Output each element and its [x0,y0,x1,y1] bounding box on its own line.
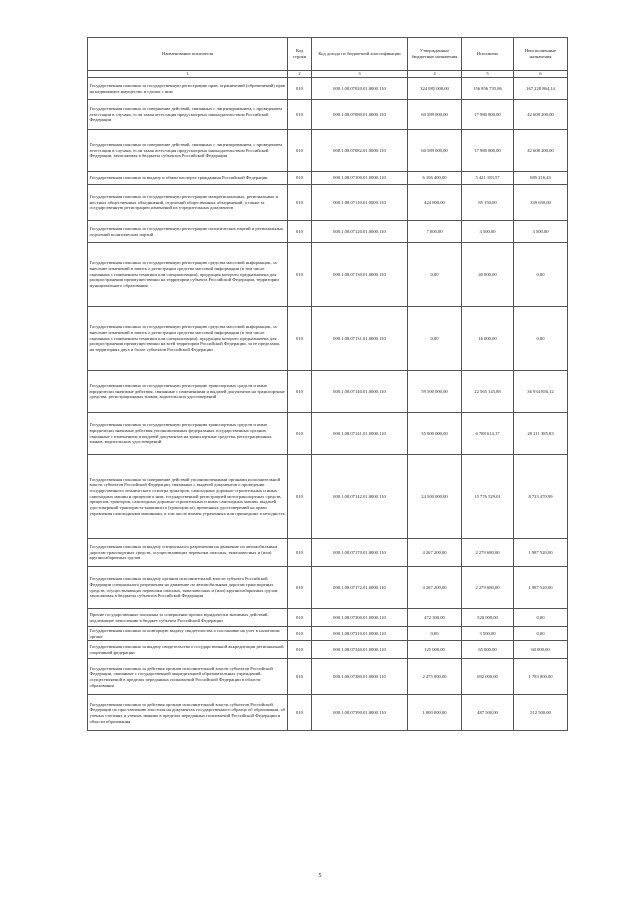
row-approved-amount: 60 589 000,00 [408,130,462,172]
row-approved-amount: 0,00 [408,243,462,307]
row-unexecuted-amount: 512 500,00 [514,695,568,731]
row-income-code: 000.1.08.07142.01.0000.110 [312,455,408,539]
table-row [88,695,568,731]
table-row [88,455,568,539]
row-name: Государственная пошлина за действия органов исполнительной власти субъектов Российской Федерации по проставлению апостиля на документах государственного образца об образовании, об ученых степенях и ученых званиях в пределах переданных полномочий Российской Федерации в области образования [88,695,288,731]
row-line-code: 010 [288,413,312,455]
row-income-code: 000.1.08.07340.01.0000.110 [312,641,408,659]
row-line-code: 010 [288,78,312,100]
row-executed-amount: 487 500,00 [462,695,514,731]
row-line-code: 010 [288,627,312,641]
row-line-code: 010 [288,221,312,243]
row-income-code: 000.1.08.07130.01.0000.110 [312,243,408,307]
row-executed-amount: 17 980 800,00 [462,100,514,130]
table-row [88,567,568,609]
table-row [88,641,568,659]
row-income-code: 000.1.08.07100.01.0000.110 [312,172,408,185]
row-unexecuted-amount: 60 000,00 [514,641,568,659]
row-executed-amount: 3 500,00 [462,221,514,243]
row-unexecuted-amount: 1 783 000,00 [514,659,568,695]
row-unexecuted-amount: 0,00 [514,307,568,371]
row-name: Государственная пошлина за государственную регистрацию межрегиональных, региональных и местных общественных объединений, отделений общественных объединений, а также за государственную регистрацию изменений их учредительных документов [88,185,288,221]
row-approved-amount: 125 000,00 [408,641,462,659]
row-unexecuted-amount: 8 723 470,99 [514,455,568,539]
row-executed-amount: 15 776 529,01 [462,455,514,539]
row-executed-amount: 2 279 680,00 [462,567,514,609]
row-name: Государственная пошлина за государственную регистрацию транспортных средств и иные юридически значимые действия уполномоченных федеральных государственных органов, связанные с изменением и выдачей документов на транспортные средства, регистрационных знаков, водительских удостоверений [88,413,288,455]
row-income-code: 000.1.08.07390.01.0000.110 [312,695,408,731]
row-name: Государственная пошлина за государственную регистрацию прав, ограничений (обременений) прав на недвижимое имущество и сделок с ним [88,78,288,100]
revenue-table [87,37,568,731]
row-line-code: 010 [288,100,312,130]
row-approved-amount: 2 475 000,00 [408,659,462,695]
row-approved-amount: 59 500 000,00 [408,371,462,413]
header-name: Наименование показателя [88,38,288,71]
row-approved-amount: 24 500 000,00 [408,455,462,539]
row-unexecuted-amount: 0,00 [514,627,568,641]
row-line-code: 010 [288,659,312,695]
row-name: Государственная пошлина за повторную выдачу свидетельства о постановке на учет в налоговом органе [88,627,288,641]
column-number: 1 [88,71,288,78]
row-executed-amount: 16 000,00 [462,307,514,371]
table-row [88,371,568,413]
row-income-code: 000.1.08.07380.01.0000.110 [312,659,408,695]
row-executed-amount: 692 000,00 [462,659,514,695]
table-row [88,100,568,130]
row-unexecuted-amount: 28 211 385,83 [514,413,568,455]
header-line-code: Код строки [288,38,312,71]
row-name: Государственная пошлина за государственную регистрацию транспортных средств и иные юридически значимые действия, связанные с изменениями и выдачей документов на транспортные средства, регистрационных знаков, водительских удостоверений [88,371,288,413]
row-income-code: 000.1.08.07140.01.0000.110 [312,371,408,413]
row-income-code: 000.1.08.07170.01.0000.110 [312,539,408,567]
row-unexecuted-amount: 3 500,00 [514,221,568,243]
table-row [88,659,568,695]
row-name: Государственная пошлина за совершение действий уполномоченными органами исполнительной власти субъектов Российской Федерации, связанных с выдачей документов о проведении государственного технического осмотра тракторов, самоходных дорожно-строительных и иных самоходных машин и прицепов к ним, государственной регистрацией мототранспортных средств, прицепов, тракторов, самоходных дорожно-строительных и иных самоходных машин, выдачей удостоверений тракториста-машиниста (тракториста), временных удостоверений на право управления самоходными машинами, в том числе взамен утраченных или пришедших в негодность [88,455,288,539]
header-unexecuted: Неисполненные назначения [514,38,568,71]
row-name: Государственная пошлина за совершение действий, связанных с лицензированием, с проведением аттестации в случаях, если такая аттестация предусмотрена законодательством Российской Федерации [88,100,288,130]
row-income-code: 000.1.08.07110.01.0000.110 [312,185,408,221]
row-income-code: 000.1.08.07020.01.0000.110 [312,78,408,100]
row-line-code: 010 [288,185,312,221]
column-number: 4 [408,71,462,78]
row-income-code: 000.1.08.07310.01.0000.110 [312,627,408,641]
row-name: Прочие государственные пошлины за совершение прочих юридически значимых действий, подлежащие зачислению в бюджет субъекта Российской Федерации [88,609,288,627]
row-approved-amount: 7 000,00 [408,221,462,243]
row-line-code: 010 [288,172,312,185]
table-row [88,627,568,641]
row-approved-amount: 472 300,00 [408,609,462,627]
row-line-code: 010 [288,539,312,567]
row-income-code: 000.1.08.07080.01.0000.110 [312,100,408,130]
row-approved-amount: 424 800,00 [408,185,462,221]
row-unexecuted-amount: 0,00 [514,243,568,307]
row-line-code: 010 [288,641,312,659]
row-line-code: 010 [288,130,312,172]
row-unexecuted-amount: 1 987 520,00 [514,539,568,567]
row-approved-amount: 324 085 000,00 [408,78,462,100]
row-name: Государственная пошлина за государственную регистрацию средства массовой информации, за внесение изменений в запись о регистрации средства массовой информации (в том числе связанных с изменением тематики или специализации), продукция которого предназначена для распространения преимущественно на всей территории Российской Федерации, за ее пределами, на территориях двух и более субъектов Российской Федерации [88,307,288,371]
table-row [88,413,568,455]
table-row [88,172,568,185]
row-unexecuted-amount: 1 987 520,00 [514,567,568,609]
row-unexecuted-amount: 42 608 200,00 [514,130,568,172]
row-income-code: 000.1.08.07131.01.0000.110 [312,307,408,371]
row-unexecuted-amount: 167 228 864,14 [514,78,568,100]
row-executed-amount: 3 500,00 [462,627,514,641]
row-unexecuted-amount: 0,00 [514,609,568,627]
row-approved-amount: 6 106 400,00 [408,172,462,185]
row-approved-amount: 4 267 200,00 [408,539,462,567]
table-row [88,243,568,307]
row-executed-amount: 85 150,00 [462,185,514,221]
row-name: Государственная пошлина за совершение действий, связанных с лицензированием, с проведением аттестации в случаях, если такая аттестация предусмотрена законодательством Российской Федерации, зачисляемая в бюджеты субъектов Российской Федерации [88,130,288,172]
row-executed-amount: 40 000,00 [462,243,514,307]
row-name: Государственная пошлина за государственную регистрацию политических партий и региональных отделений политических партий [88,221,288,243]
row-approved-amount: 4 267 200,00 [408,567,462,609]
row-approved-amount: 35 000 000,00 [408,413,462,455]
table-header-row [88,38,568,71]
row-line-code: 010 [288,243,312,307]
row-executed-amount: 65 000,00 [462,641,514,659]
row-name: Государственная пошлина за государственную регистрацию средства массовой информации, за внесение изменений в запись о регистрации средства массовой информации (в том числе связанных с изменением тематики или специализации), продукция которого предназначена для распространения преимущественно на территории субъекта Российской Федерации, территории муниципального образования [88,243,288,307]
table-row [88,185,568,221]
row-executed-amount: 156 856 735,86 [462,78,514,100]
row-unexecuted-amount: 685 216,43 [514,172,568,185]
row-unexecuted-amount: 42 608 200,00 [514,100,568,130]
row-approved-amount: 60 589 000,00 [408,100,462,130]
table-row [88,539,568,567]
table-body [88,78,568,731]
row-approved-amount: 1 000 000,00 [408,695,462,731]
row-executed-amount: 6 788 614,17 [462,413,514,455]
row-income-code: 000.1.08.07082.01.0000.110 [312,130,408,172]
row-executed-amount: 17 980 800,00 [462,130,514,172]
row-line-code: 010 [288,609,312,627]
row-name: Государственная пошлина за выдачу органом исполнительной власти субъекта Российской Федерации специального разрешения на движение по автомобильным дорогам транспортных средств, осуществляющих перевозки опасных, тяжеловесных и (или) крупногабаритных грузов, зачисляемая в бюджеты субъектов Российской Федерации [88,567,288,609]
row-income-code: 000.1.08.07141.01.0000.110 [312,413,408,455]
row-executed-amount: 520 000,00 [462,609,514,627]
column-number: 6 [514,71,568,78]
row-income-code: 000.1.08.07300.01.0000.110 [312,609,408,627]
column-number: 5 [462,71,514,78]
row-executed-amount: 5 421 183,57 [462,172,514,185]
table-row [88,130,568,172]
table-row [88,609,568,627]
row-name: Государственная пошлина за выдачу специального разрешения на движение по автомобильным дорогам транспортных средств, осуществляющих перевозки опасных, тяжеловесных и (или) крупногабаритных грузов [88,539,288,567]
row-name: Государственная пошлина за выдачу и обмен паспорта гражданина Российской Федерации [88,172,288,185]
header-income-code: Код дохода по бюджетной классификации [312,38,408,71]
row-income-code: 000.1.08.07172.01.0000.110 [312,567,408,609]
page-number: 5 [318,873,322,879]
row-unexecuted-amount: 339 650,00 [514,185,568,221]
row-unexecuted-amount: 36 934 856,12 [514,371,568,413]
row-line-code: 010 [288,567,312,609]
row-name: Государственная пошлина за выдачу свидетельства о государственной аккредитации региональной спортивной федерации [88,641,288,659]
row-approved-amount: 0,00 [408,307,462,371]
table-row [88,78,568,100]
row-line-code: 010 [288,371,312,413]
row-approved-amount: 0,00 [408,627,462,641]
column-number-row [88,71,568,78]
row-income-code: 000.1.08.07120.01.0000.110 [312,221,408,243]
row-line-code: 010 [288,455,312,539]
row-line-code: 010 [288,307,312,371]
column-number: 3 [312,71,408,78]
table-row [88,221,568,243]
row-name: Государственная пошлина за действия органов исполнительной власти субъектов Российской Федерации, связанные с государственной аккредитацией образовательных учреждений, осуществляемой в пределах переданных полномочий Российской Федерации в области образования [88,659,288,695]
column-number: 2 [288,71,312,78]
row-executed-amount: 2 279 680,00 [462,539,514,567]
header-approved: Утвержденные бюджетные назначения [408,38,462,71]
header-executed: Исполнено [462,38,514,71]
table-row [88,307,568,371]
row-line-code: 010 [288,695,312,731]
row-executed-amount: 22 565 143,88 [462,371,514,413]
